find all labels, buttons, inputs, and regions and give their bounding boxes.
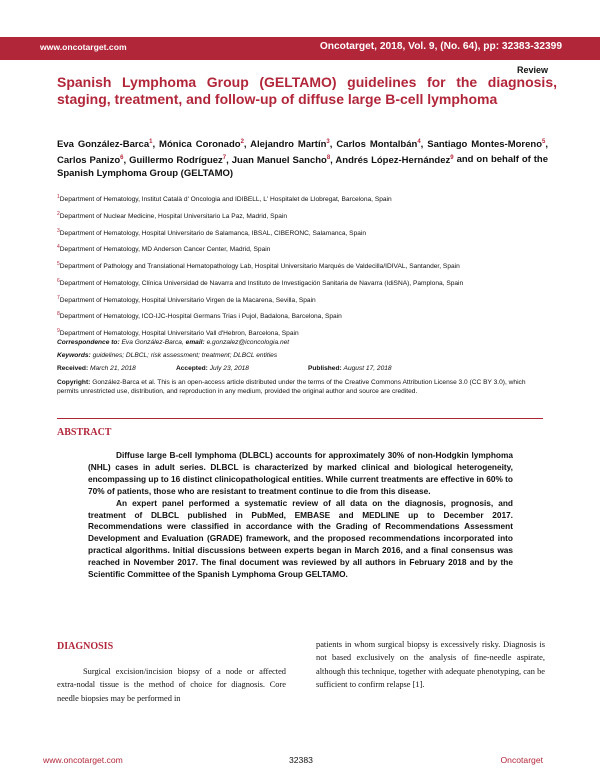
author-affiliation-marker: 8 bbox=[326, 154, 331, 161]
article-type: Review bbox=[516, 65, 548, 75]
footer-page-number: 32383 bbox=[289, 755, 313, 765]
correspondence-label: Correspondence to: bbox=[57, 339, 120, 346]
diagnosis-right-column bbox=[316, 638, 545, 692]
affiliation-item bbox=[57, 310, 547, 321]
affiliation-number: 9 bbox=[57, 328, 60, 335]
affiliation-number: 4 bbox=[57, 244, 60, 251]
affiliation-item bbox=[57, 243, 547, 254]
affiliation-number: 2 bbox=[57, 210, 60, 217]
footer-site-link[interactable]: www.oncotarget.com bbox=[43, 755, 123, 765]
author-affiliation-marker: 6 bbox=[120, 154, 124, 161]
keywords-text: guidelines; DLBCL; risk assessment; treatment; DLBCL entities bbox=[92, 352, 278, 359]
section-divider bbox=[57, 418, 543, 419]
author-separator: , bbox=[329, 139, 337, 151]
affiliation-text: Department of Hematology, Hospital Universitario Vall d'Hebron, Barcelona, Spain bbox=[59, 330, 299, 338]
author-separator: , bbox=[330, 154, 336, 166]
abstract-paragraph-1: Diffuse large B-cell lymphoma (DLBCL) accounts for approximately 30% of non-Hodgkin lymphoma (NHL) cases in adult series. DLBCL is characterized by marked clinical and biological heterogeneity, encompassing up to 16 distinct clinicopathological entities. While current treatments are effective in 60% to 70% of patients, those who are resistant to treatment continue to die from this disease. bbox=[88, 450, 513, 496]
published-date: August 17, 2018 bbox=[343, 365, 392, 372]
author-list bbox=[57, 136, 548, 180]
copyright-text: González-Barca et al. This is an open-access article distributed under the terms of the Creative Commons Attribution License 3.0 (CC BY 3.0), which permits unrestricted use, distribution, and reproduction in any medium, provided the original author and source are credited. bbox=[57, 379, 526, 396]
article-title: Spanish Lymphoma Group (GELTAMO) guidelines for the diagnosis, staging, treatment, and follow-up of diffuse large B-cell lymphoma bbox=[57, 74, 557, 107]
header-site-link[interactable]: www.oncotarget.com bbox=[40, 42, 127, 52]
received-date: March 21, 2018 bbox=[90, 365, 136, 372]
keywords bbox=[57, 351, 547, 360]
affiliation-number: 3 bbox=[57, 227, 60, 234]
affiliation-text: Department of Hematology, Hospital Universitario Virgen de la Macarena, Sevilla, Spain bbox=[59, 296, 316, 304]
correspondence bbox=[57, 338, 547, 347]
affiliations bbox=[57, 193, 547, 344]
author-affiliation-marker: 7 bbox=[222, 154, 227, 161]
footer-journal: Oncotarget bbox=[500, 755, 543, 765]
affiliation-text: Department of Pathology and Translational Hematopathology Lab, Hospital Universitario Marqués de Valdecilla/IDIVAL, Santander, Spain bbox=[59, 263, 460, 271]
author-separator: , bbox=[226, 154, 232, 166]
abstract-heading: ABSTRACT bbox=[57, 427, 112, 438]
affiliation-text: Department of Hematology, Hospital Universitario de Salamanca, IBSAL, CIBERONC, Salamanca, Spain bbox=[59, 229, 367, 237]
email-label: email: bbox=[185, 339, 205, 346]
affiliation-number: 6 bbox=[57, 277, 60, 284]
author-name: Carlos Panizo bbox=[57, 154, 121, 166]
copyright-label: Copyright: bbox=[57, 379, 91, 386]
author-separator: , bbox=[243, 139, 251, 151]
received-label: Received: bbox=[57, 365, 89, 372]
email-link[interactable]: e.gonzalez@iconcologia.net bbox=[206, 339, 290, 346]
affiliation-item bbox=[57, 210, 547, 221]
affiliation-text: Department of Hematology, Clínica Universidad de Navarra and Instituto de Investigación Sanitaria de Navarra (IdiSNA), Pamplona, Spain bbox=[59, 280, 464, 288]
affiliation-item bbox=[57, 193, 547, 204]
abstract-paragraph-2: An expert panel performed a systematic review of all data on the diagnosis, prognosis, and treatment of DLBCL published in PubMed, EMBASE and MEDLINE up to December 2017. Recommendations were classified in accordance with the Grading of Recommendations Assessment Development and Evaluation (GRADE) framework, and the proposed recommendations incorporated into practical algorithms. Initial discussions between experts began in March 2016, and a final consensus was reached in November 2017. The final document was reviewed by all authors in February 2018 and by the Scientific Committee of the Spanish Lymphoma Group GELTAMO. bbox=[88, 497, 513, 580]
affiliation-item bbox=[57, 294, 547, 305]
author-name: Andrés López-Hernández bbox=[335, 154, 451, 166]
author-name: Eva González-Barca bbox=[57, 139, 150, 151]
author-name: Mónica Coronado bbox=[159, 139, 241, 151]
correspondence-name: Eva González-Barca, bbox=[121, 339, 184, 346]
published-label: Published: bbox=[308, 365, 342, 372]
affiliation-text: Department of Hematology, MD Anderson Cancer Center, Madrid, Spain bbox=[59, 246, 271, 254]
abstract-body bbox=[88, 450, 513, 581]
author-affiliation-marker: 4 bbox=[417, 139, 421, 145]
author-affiliation-marker: 3 bbox=[326, 139, 330, 145]
affiliation-number: 5 bbox=[57, 261, 60, 268]
authors-suffix: and on behalf of the Spanish Lymphoma Group (GELTAMO) bbox=[57, 154, 549, 179]
header-citation: Oncotarget, 2018, Vol. 9, (No. 64), pp: 32383-32399 bbox=[319, 41, 562, 52]
author-name: Guillermo Rodríguez bbox=[129, 154, 223, 166]
diagnosis-text-right: patients in whom surgical biopsy is excessively risky. Diagnosis is not based exclusively on the analysis of fine-needle aspirate, although this technique, together with adequate phenotyping, can be sufficient to confirm relapse [1]. bbox=[316, 640, 545, 690]
affiliation-text: Department of Nuclear Medicine, Hospital Universitario La Paz, Madrid, Spain bbox=[59, 212, 288, 220]
affiliation-text: Department of Hematology, Institut Català d' Oncologia and IDIBELL, L' Hospitalet de Llobregat, Barcelona, Spain bbox=[59, 196, 392, 204]
affiliation-number: 1 bbox=[57, 194, 60, 200]
diagnosis-heading: DIAGNOSIS bbox=[57, 641, 114, 652]
copyright bbox=[57, 378, 547, 397]
keywords-label: Keywords: bbox=[57, 352, 91, 359]
affiliation-number: 7 bbox=[57, 294, 60, 301]
affiliation-item bbox=[57, 277, 547, 288]
journal-header-bar bbox=[0, 37, 600, 60]
author-affiliation-marker: 1 bbox=[149, 139, 153, 145]
author-name: Juan Manuel Sancho bbox=[231, 154, 327, 166]
author-separator: , bbox=[420, 139, 428, 151]
diagnosis-text-left: Surgical excision/incision biopsy of a node or affected extra-nodal tissue is the method of choice for diagnosis. Core needle biopsies may be performed in bbox=[57, 667, 286, 703]
author-separator: , bbox=[123, 154, 130, 166]
affiliation-text: Department of Hematology, ICO-IJC-Hospital Germans Trias i Pujol, Badalona, Barcelona, Spain bbox=[59, 313, 342, 321]
author-separator: , bbox=[152, 139, 160, 151]
author-separator: , bbox=[545, 139, 549, 151]
author-affiliation-marker: 2 bbox=[240, 139, 244, 145]
author-name: Santiago Montes-Moreno bbox=[427, 139, 543, 151]
author-affiliation-marker: 9 bbox=[450, 154, 454, 161]
accepted-label: Accepted: bbox=[176, 365, 208, 372]
author-name: Carlos Montalbán bbox=[336, 139, 418, 151]
author-affiliation-marker: 5 bbox=[542, 139, 546, 145]
affiliation-number: 8 bbox=[57, 311, 60, 318]
affiliation-item bbox=[57, 260, 547, 271]
affiliation-item bbox=[57, 227, 547, 238]
diagnosis-left-column bbox=[57, 665, 286, 705]
affiliation-item bbox=[57, 327, 547, 338]
accepted-date: July 23, 2018 bbox=[209, 365, 249, 372]
author-name: Alejandro Martín bbox=[250, 139, 327, 151]
